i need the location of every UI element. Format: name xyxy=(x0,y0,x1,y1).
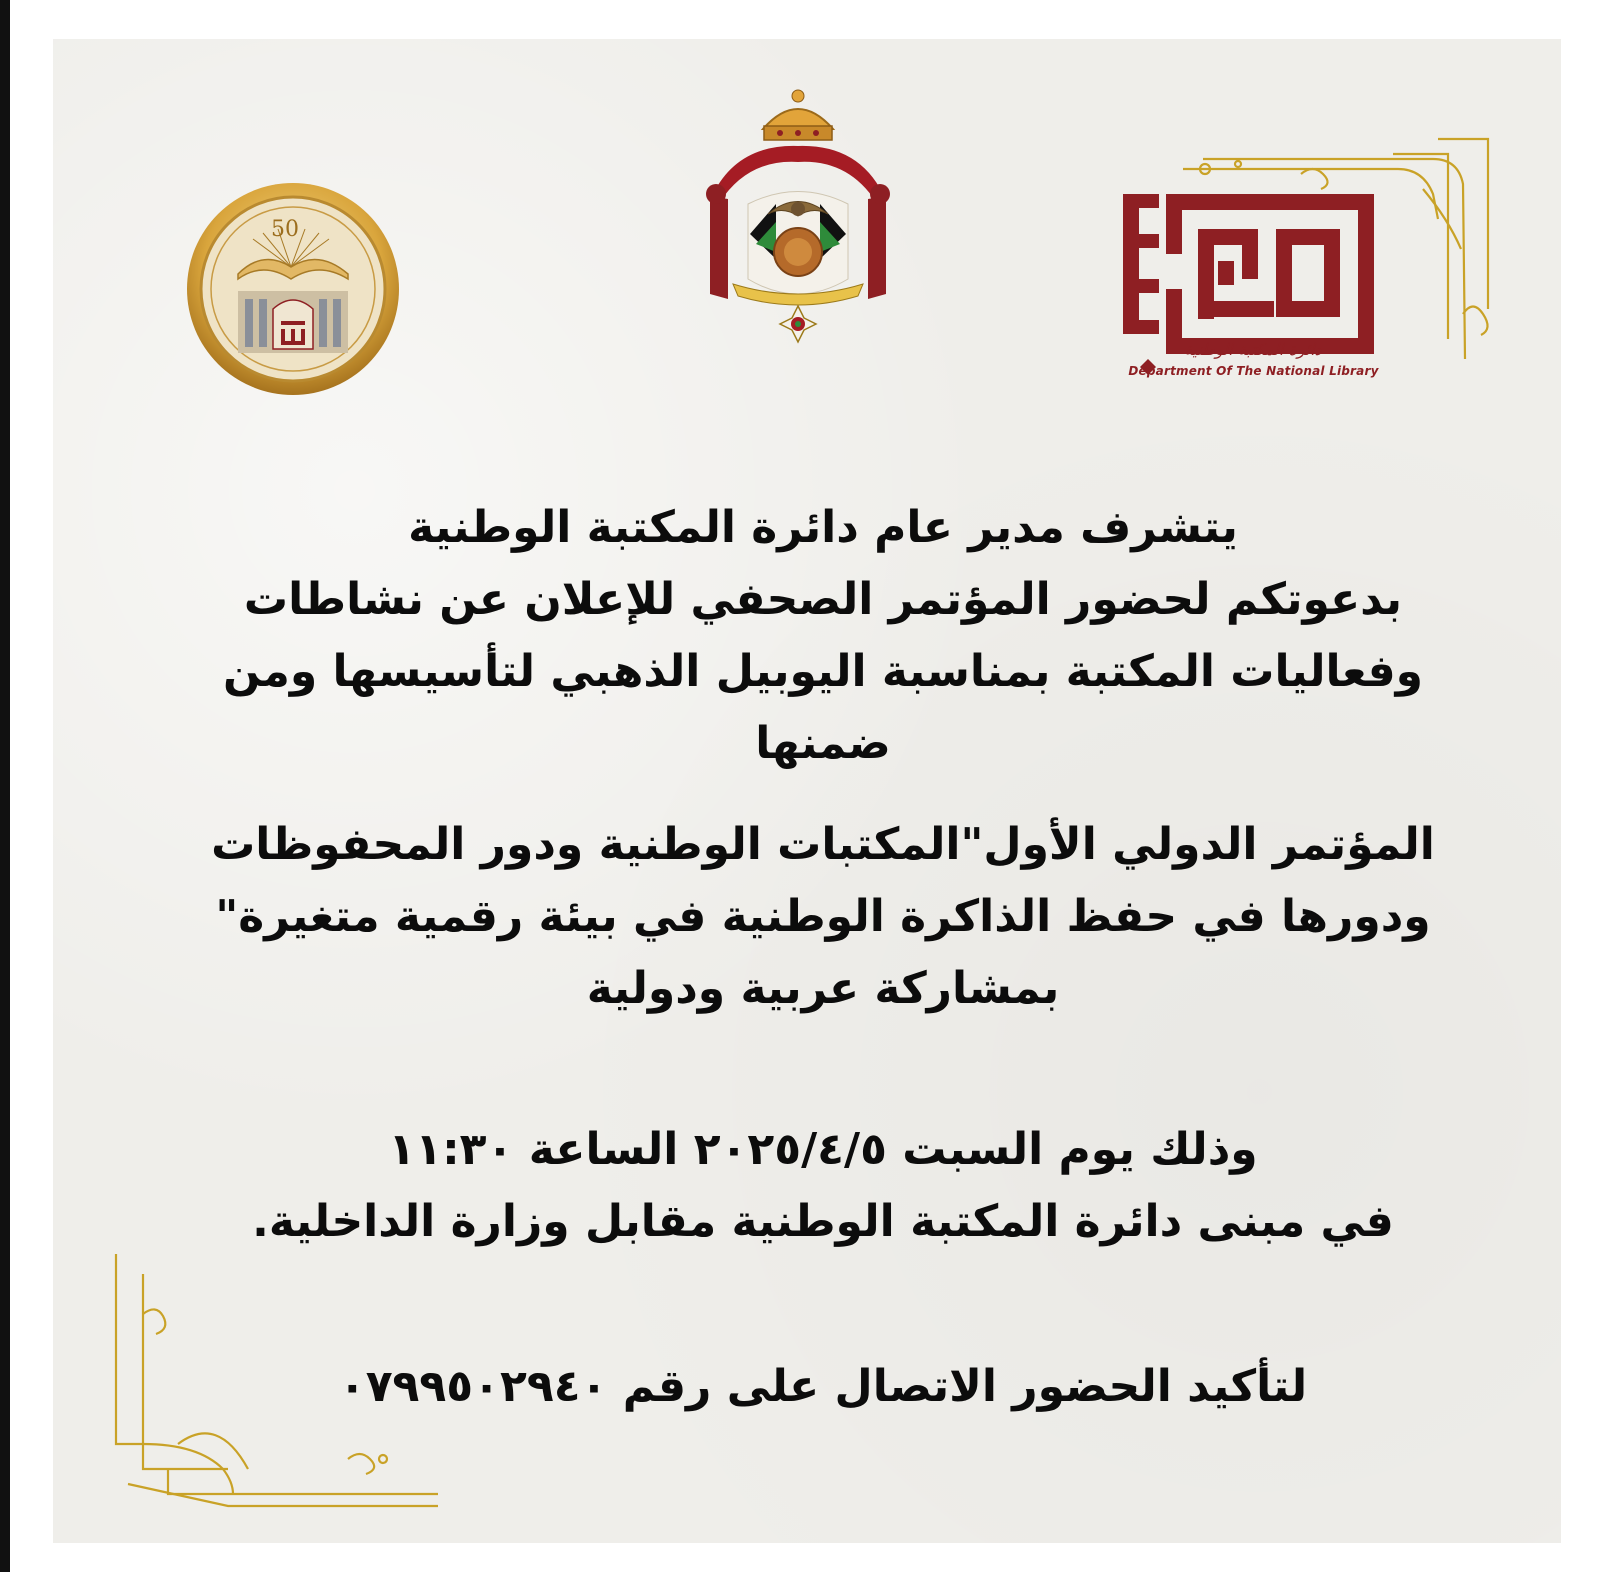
library-name-arabic: دائرة المكتبة الوطنية xyxy=(1184,340,1322,359)
date-time-line: وذلك يوم السبت ٢٠٢٥/٤/٥ الساعة ١١:٣٠ xyxy=(388,1124,1258,1175)
rsvp-paragraph xyxy=(173,1351,1473,1423)
conference-paragraph xyxy=(173,809,1473,1025)
intro-paragraph xyxy=(173,492,1473,780)
conference-line: المؤتمر الدولي الأول"المكتبات الوطنية ودور المحفوظات xyxy=(211,819,1435,870)
intro-line: يتشرف مدير عام دائرة المكتبة الوطنية xyxy=(408,502,1238,553)
jubilee-number: 50 xyxy=(271,217,299,242)
intro-line: بدعوتكم لحضور المؤتمر الصحفي للإعلان عن نشاطات xyxy=(243,574,1403,625)
jordan-coat-of-arms-icon xyxy=(698,84,898,349)
intro-line: وفعاليات المكتبة بمناسبة اليوبيل الذهبي لتأسيسها ومن ضمنها xyxy=(222,646,1424,769)
library-name-english: Department Of The National Library xyxy=(1128,364,1379,378)
golden-jubilee-seal-icon xyxy=(183,179,403,399)
conference-line: بمشاركة عربية ودولية xyxy=(586,963,1060,1014)
date-location-paragraph xyxy=(173,1114,1473,1258)
rsvp-line: لتأكيد الحضور الاتصال على رقم ٠٧٩٩٥٠٢٩٤٠ xyxy=(338,1361,1308,1412)
conference-line: ودورها في حفظ الذاكرة الوطنية في بيئة رقمية متغيرة" xyxy=(215,891,1431,942)
location-line: في مبنى دائرة المكتبة الوطنية مقابل وزارة الداخلية. xyxy=(252,1196,1394,1247)
invitation-card xyxy=(53,39,1561,1543)
left-border-bar xyxy=(0,0,10,1572)
